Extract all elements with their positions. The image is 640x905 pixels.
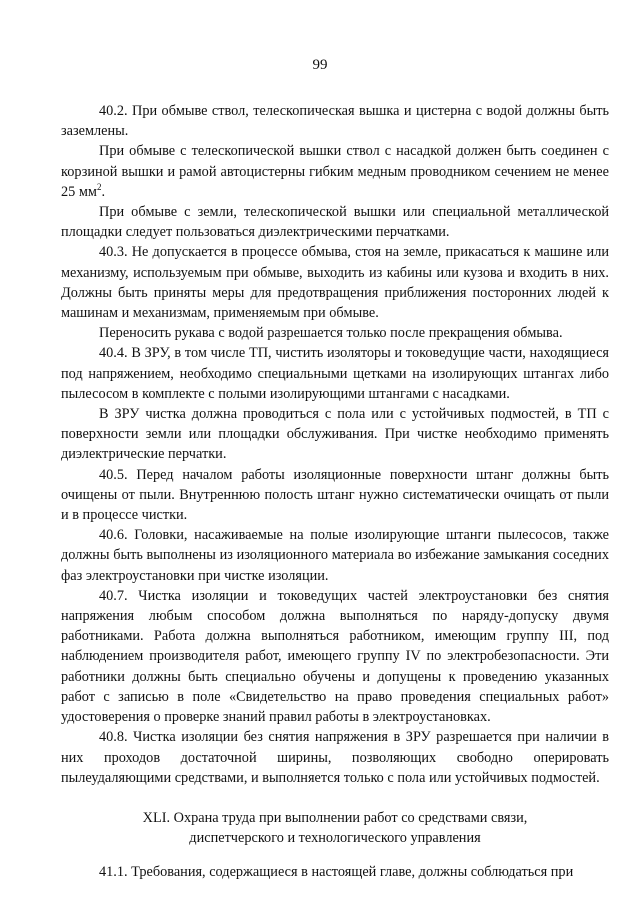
- section-heading: [61, 808, 609, 848]
- paragraph-40-2: 40.2. При обмыве ствол, телескопическая вышка и цистерна с водой должны быть заземлены.: [61, 103, 609, 140]
- paragraph-40-7: 40.7. Чистка изоляции и токоведущих частей электроустановки без снятия напряжения любым способом должна выполняться по наряду-допуску двумя работниками. Работа должна выполняться работником, имеющим группу III, под наблюдением производителя работ, имеющего группу IV по электробезопасности. Эти работники должны быть специально обучены и допущены к проведению указанных работ с записью в поле «Свидетельство на право проведения специальных работ» удостоверения о проверке знаний правил работы в электроустановках.: [61, 587, 609, 726]
- paragraph-40-5: 40.5. Перед началом работы изоляционные поверхности штанг должны быть очищены от пыли. Внутреннюю полость штанг нужно систематически очищать от пыли и в процессе чистки.: [61, 466, 609, 524]
- paragraph-40-2-grounding-conductor: [61, 141, 609, 202]
- paragraph-40-3-hoses: Переносить рукава с водой разрешается только после прекращения обмыва.: [99, 325, 563, 342]
- page-number: 99: [312, 57, 328, 73]
- paragraph-40-4-cleaning: В ЗРУ чистка должна проводиться с пола или с устойчивых подмостей, в ТП с поверхности земли или площадки обслуживания. При чистке необходимо применять диэлектрические перчатки.: [61, 406, 609, 463]
- document-body: [61, 101, 609, 883]
- paragraph-40-3: 40.3. Не допускается в процессе обмыва, стоя на земле, прикасаться к машине или механизму, используемым при обмыве, выходить из кабины или кузова и входить в них. Должны быть приняты меры для предотвращения приближения посторонних людей к машинам и механизмам, применяемым при обмыве.: [61, 244, 609, 322]
- paragraph-text: При обмыве с телескопической вышки ствол с насадкой должен быть соединен с корзиной вышки и рамой автоцистерны гибким медным проводником сечением не менее 25 мм: [61, 143, 609, 200]
- paragraph-end-punctuation: .: [101, 183, 106, 200]
- section-heading-line-1: XLI. Охрана труда при выполнении работ со средствами связи,: [142, 809, 528, 826]
- paragraph-40-2-gloves: При обмыве с земли, телескопической вышки или специальной металлической площадки следует пользоваться диэлектрическими перчатками.: [61, 204, 609, 241]
- paragraph-41-1: 41.1. Требования, содержащиеся в настоящей главе, должны соблюдаться при: [99, 864, 574, 881]
- paragraph-40-6: 40.6. Головки, насаживаемые на полые изолирующие штанги пылесосов, также должны быть выполнены из изоляционного материала во избежание замыкания соседних фаз электроустановки при чистке изоляции.: [61, 527, 609, 584]
- paragraph-40-4: 40.4. В ЗРУ, в том числе ТП, чистить изоляторы и токоведущие части, находящиеся под напряжением, необходимо специальными щетками на изолирующих штангах либо пылесосом в комплекте с полыми изолирующими штангами с насадками.: [61, 345, 609, 402]
- paragraph-40-8: 40.8. Чистка изоляции без снятия напряжения в ЗРУ разрешается при наличии в них проходов достаточной ширины, позволяющих свободно оперировать пылеудаляющими средствами, и выполняется только с пола или устойчивых подмостей.: [61, 729, 609, 786]
- superscript: 2: [96, 182, 102, 193]
- section-heading-line-2: диспетчерского и технологического управления: [189, 830, 481, 847]
